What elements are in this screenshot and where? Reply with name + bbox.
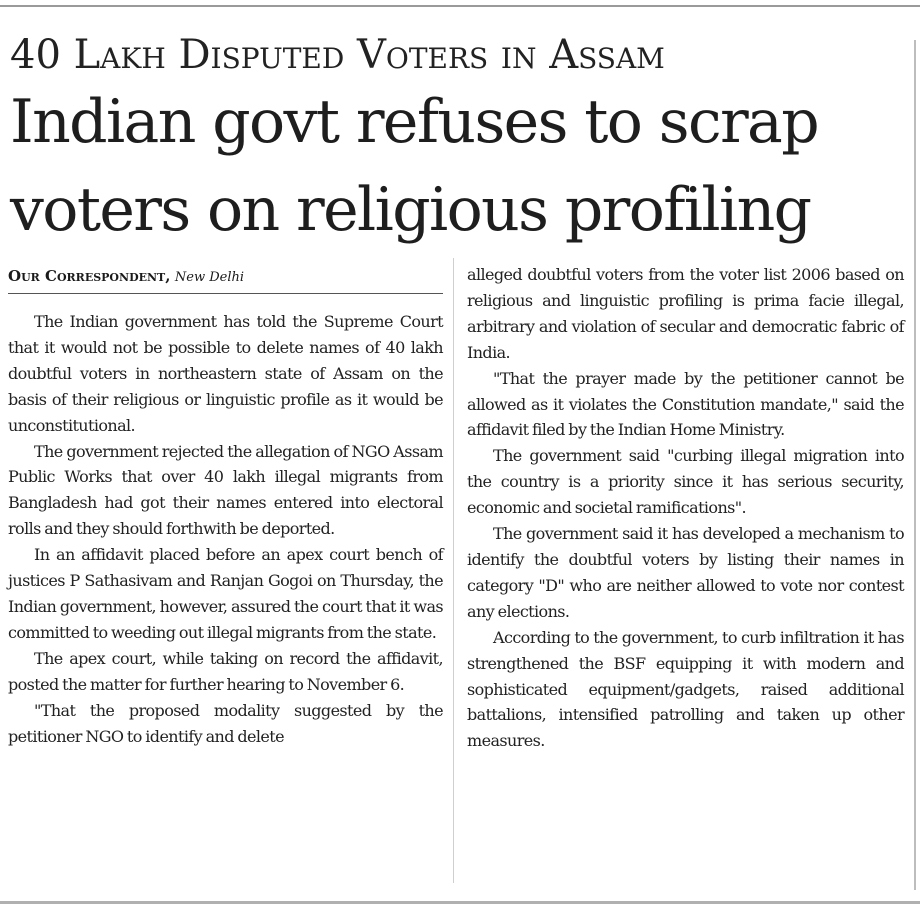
bottom-border-rule — [0, 901, 920, 904]
main-headline — [10, 78, 915, 254]
paragraph: In an affidavit placed before an apex court bench of justices P Sathasivam and Ranjan Gogoi on Thursday, the Indian government, however, assured the court that it was committed to weeding out illegal migrants from the state. — [8, 545, 443, 642]
headline-line-2: voters on religious profiling — [10, 175, 811, 245]
paragraph: The Indian government has told the Supreme Court that it would not be possible to delete names of 40 lakh doubtful voters in northeastern state of Assam on the basis of their religious or linguistic profile as it would be unconstitutional. — [8, 312, 443, 435]
paragraph: The government rejected the allegation of NGO Assam Public Works that over 40 lakh illegal migrants from Bangladesh had got their names entered into electoral rolls and they should forthwith be deported. — [8, 441, 443, 539]
paragraph: The government said "curbing illegal migration into the country is a priority since it has serious security, economic and societal ramifications". — [467, 446, 904, 518]
paragraph: "That the prayer made by the petitioner cannot be allowed as it violates the Constitution mandate," said the affidavit filed by the Indian Home Ministry. — [467, 368, 904, 440]
paragraph-continuation: alleged doubtful voters from the voter list 2006 based on religious and linguistic profiling is prima facie illegal, arbitrary and violation of secular and democratic fabric of India. — [467, 265, 904, 362]
paragraph: The apex court, while taking on record the affidavit, posted the matter for further hearing to November 6. — [8, 648, 443, 694]
paragraph: According to the government, to curb infiltration it has strengthened the BSF equipping it with modern and sophisticated equipment/gadgets, raised additional battalions, intensified patrolling and taken up other measures. — [467, 627, 904, 751]
kicker-headline: 40 Lakh Disputed Voters in Assam — [10, 32, 665, 78]
paragraph: The government said it has developed a mechanism to identify the doubtful voters by listing their names in category "D" who are neither allowed to vote nor contest any elections. — [467, 524, 904, 621]
top-border-rule — [0, 5, 920, 7]
byline-author: Our Correspondent, — [8, 267, 171, 285]
byline-location: New Delhi — [174, 270, 245, 285]
byline — [8, 264, 443, 290]
headline-line-1: Indian govt refuses to scrap — [10, 87, 819, 157]
right-column — [467, 262, 904, 754]
paragraph: "That the proposed modality suggested by the petitioner NGO to identify and delete — [8, 700, 443, 746]
byline-divider — [8, 293, 443, 294]
column-divider — [453, 258, 454, 883]
left-column — [8, 309, 443, 749]
